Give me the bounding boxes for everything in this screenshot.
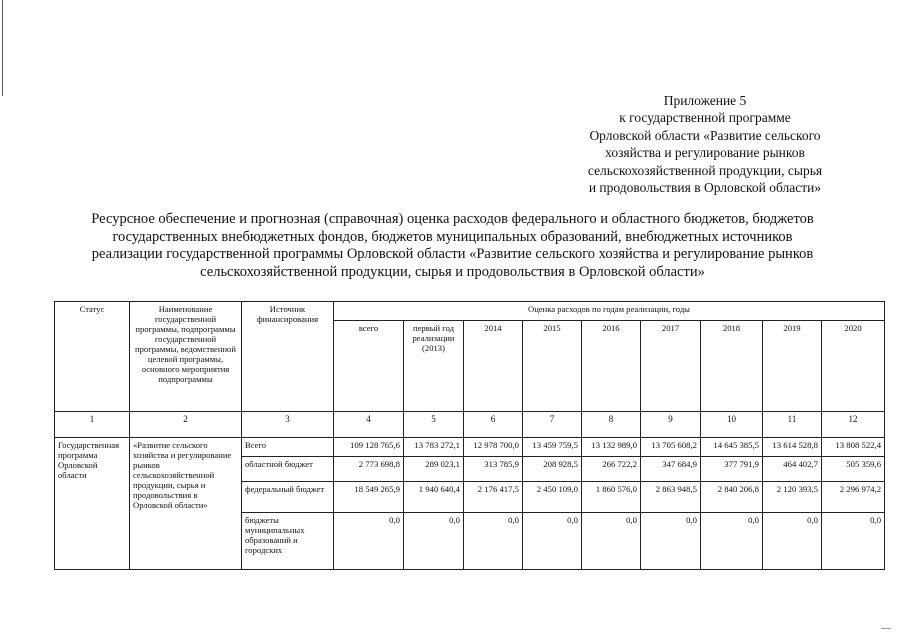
appendix-header — [520, 92, 890, 196]
margin-line — [2, 0, 3, 96]
value-cell: 2 176 417,5 — [464, 482, 523, 513]
column-number: 4 — [334, 412, 404, 438]
value-cell: 109 128 765,6 — [334, 438, 404, 457]
header-year: 2015 — [523, 321, 582, 412]
header-name: Наименование государственной программы, подпрограммы государственной программы, ведомственной целевой программы, основного мероприятия подпрограммы — [130, 302, 242, 412]
value-cell: 505 359,6 — [822, 457, 885, 482]
value-cell: 313 785,9 — [464, 457, 523, 482]
table-row — [55, 438, 885, 457]
column-number: 7 — [523, 412, 582, 438]
title-line: государственных внебюджетных фондов, бюджетов муниципальных образований, внебюджетных источников — [112, 228, 793, 245]
header-year: всего — [334, 321, 404, 412]
funding-source: федеральный бюджет — [242, 482, 334, 513]
value-cell: 0,0 — [464, 513, 523, 570]
value-cell: 1 860 576,0 — [582, 482, 641, 513]
column-number: 1 — [55, 412, 130, 438]
value-cell: 208 928,5 — [523, 457, 582, 482]
column-number: 8 — [582, 412, 641, 438]
value-cell: 13 705 608,2 — [641, 438, 701, 457]
value-cell: 289 023,1 — [404, 457, 464, 482]
column-number: 6 — [464, 412, 523, 438]
value-cell: 12 978 700,0 — [464, 438, 523, 457]
value-cell: 2 773 698,8 — [334, 457, 404, 482]
header-year: 2019 — [763, 321, 822, 412]
funding-source: областной бюджет — [242, 457, 334, 482]
value-cell: 13 614 528,8 — [763, 438, 822, 457]
header-year: 2020 — [822, 321, 885, 412]
column-number: 11 — [763, 412, 822, 438]
header-estimate: Оценка расходов по годам реализации, годы — [334, 302, 885, 321]
value-cell: 0,0 — [404, 513, 464, 570]
value-cell: 347 684,9 — [641, 457, 701, 482]
value-cell: 2 296 974,2 — [822, 482, 885, 513]
column-number: 12 — [822, 412, 885, 438]
document-title — [40, 211, 865, 281]
value-cell: 2 450 109,0 — [523, 482, 582, 513]
value-cell: 14 645 385,5 — [701, 438, 763, 457]
title-line: сельскохозяйственной продукции, сырья и продовольствия в Орловской области» — [200, 263, 705, 280]
value-cell: 377 791,9 — [701, 457, 763, 482]
header-year: 2018 — [701, 321, 763, 412]
column-number: 2 — [130, 412, 242, 438]
value-cell: 13 132 989,0 — [582, 438, 641, 457]
header-year: 2017 — [641, 321, 701, 412]
title-line: Ресурсное обеспечение и прогнозная (справочная) оценка расходов федерального и областного бюджетов, бюджетов — [91, 211, 814, 227]
header-status: Статус — [55, 302, 130, 412]
value-cell: 13 459 759,5 — [523, 438, 582, 457]
program-status: Государственная программа Орловской области — [55, 438, 130, 570]
appendix-line: сельскохозяйственной продукции, сырья — [587, 162, 823, 178]
header-year: первый год реализации (2013) — [404, 321, 464, 412]
scan-mark: — — [881, 623, 891, 634]
header-year: 2014 — [464, 321, 523, 412]
title-line: реализации государственной программы Орловской области «Развитие сельского хозяйства и регулирование рынков — [91, 246, 814, 263]
column-number-row — [55, 412, 885, 438]
value-cell: 2 120 393,5 — [763, 482, 822, 513]
appendix-line: Орловской области «Развитие сельского — [589, 127, 821, 143]
column-number: 10 — [701, 412, 763, 438]
appendix-line: к государственной программе — [619, 110, 791, 126]
value-cell: 2 840 206,8 — [701, 482, 763, 513]
resource-table — [54, 301, 885, 570]
value-cell: 464 402,7 — [763, 457, 822, 482]
column-number: 3 — [242, 412, 334, 438]
header-row — [55, 302, 885, 321]
program-name: «Развитие сельского хозяйства и регулирование рынков сельскохозяйственной продукции, сырья и продовольствия в Орловской области» — [130, 438, 242, 570]
value-cell: 0,0 — [334, 513, 404, 570]
header-source: Источник финансирования — [242, 302, 334, 412]
column-number: 5 — [404, 412, 464, 438]
header-year: 2016 — [582, 321, 641, 412]
value-cell: 1 940 640,4 — [404, 482, 464, 513]
value-cell: 266 722,2 — [582, 457, 641, 482]
value-cell: 0,0 — [523, 513, 582, 570]
value-cell: 13 808 522,4 — [822, 438, 885, 457]
value-cell: 13 783 272,1 — [404, 438, 464, 457]
appendix-line: Приложение 5 — [663, 93, 747, 108]
value-cell: 0,0 — [582, 513, 641, 570]
value-cell: 0,0 — [822, 513, 885, 570]
column-number: 9 — [641, 412, 701, 438]
appendix-line: хозяйства и регулирование рынков — [605, 145, 805, 161]
value-cell: 0,0 — [641, 513, 701, 570]
value-cell: 0,0 — [701, 513, 763, 570]
funding-source: Всего — [242, 438, 334, 457]
value-cell: 2 863 948,5 — [641, 482, 701, 513]
value-cell: 0,0 — [763, 513, 822, 570]
appendix-line: и продовольствия в Орловской области» — [588, 180, 822, 196]
funding-source: бюджеты муниципальных образований и городских — [242, 513, 334, 570]
value-cell: 18 549 265,9 — [334, 482, 404, 513]
